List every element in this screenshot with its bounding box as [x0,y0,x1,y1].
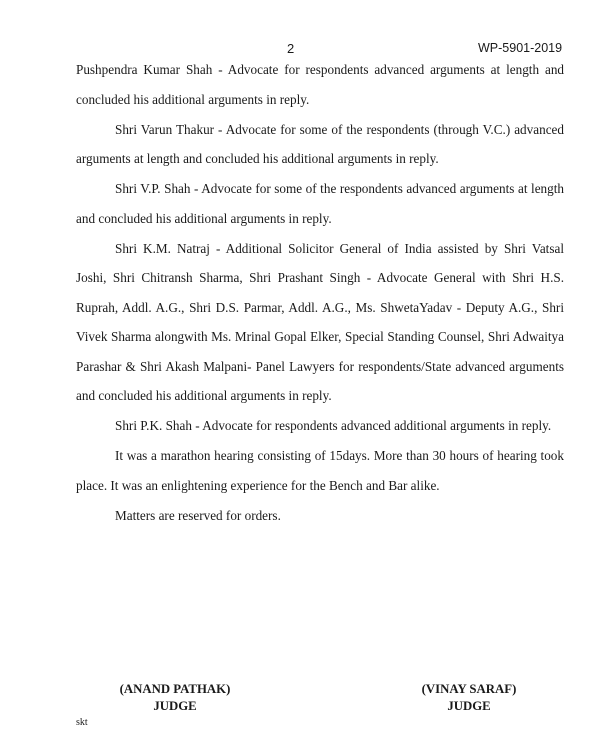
judge-title-right: JUDGE [447,699,491,713]
paragraph-5: Shri P.K. Shah - Advocate for respondents advanced additional arguments in reply. [115,418,552,433]
judge-title-left: JUDGE [153,699,197,713]
page-number: 2 [287,41,295,56]
signature-block-right [396,681,542,715]
paragraph-1: Pushpendra Kumar Shah - Advocate for respondents advanced arguments at length and concluded his additional arguments in reply. [76,62,564,107]
judge-name-left: (ANAND PATHAK) [119,682,231,696]
footer-initials: skt [76,717,88,728]
paragraph-3: Shri V.P. Shah - Advocate for some of the respondents advanced arguments at length and concluded his additional arguments in reply. [76,181,564,226]
judge-name-right: (VINAY SARAF) [421,682,517,696]
paragraph-7: Matters are reserved for orders. [115,507,281,523]
paragraph-2: Shri Varun Thakur - Advocate for some of the respondents (through V.C.) advanced arguments at length and concluded his additional arguments in reply. [76,121,564,166]
paragraph-6: It was a marathon hearing consisting of 15days. More than 30 hours of hearing took place. It was an enlightening experience for the Bench and Bar alike. [76,448,564,493]
case-number: WP-5901-2019 [478,41,563,55]
paragraph-4: Shri K.M. Natraj - Additional Solicitor General of India assisted by Shri Vatsal Joshi, Shri Chitransh Sharma, Shri Prashant Singh - Advocate General with Shri H.S. Ruprah, Addl. A.G., Shri D.S. Parmar, Addl. A.G., Ms. ShwetaYadav - Deputy A.G., Shri Vivek Sharma alongwith Ms. Mrinal Gopal Elker, Special Standing Counsel, Shri Adwaitya Parashar & Shri Akash Malpani- Panel Lawyers for respondents/State advanced arguments and concluded his additional arguments in reply. [76,240,564,403]
document-body [76,55,564,531]
signature-block-left [100,681,250,715]
